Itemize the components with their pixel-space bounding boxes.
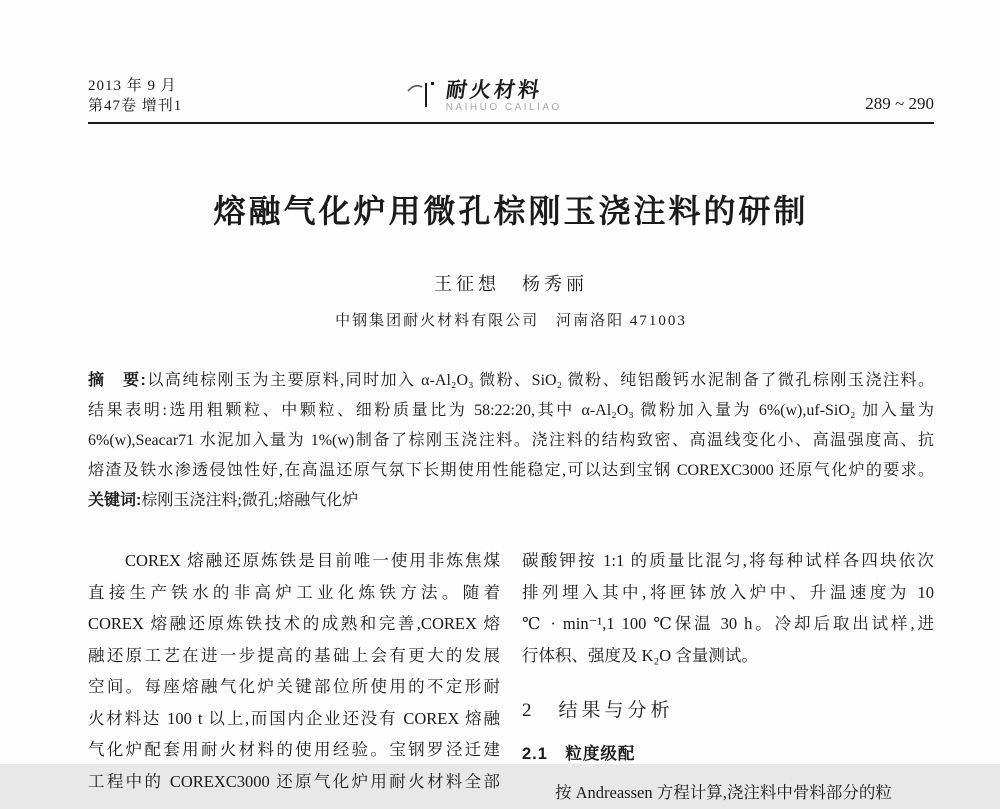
affiliation: 中钢集团耐火材料有限公司 河南洛阳 471003 — [335, 313, 687, 329]
body-line: 融还原工艺在进一步提高的基础上会有更大的发展 — [88, 645, 500, 665]
abstract-block — [88, 366, 934, 516]
abstract-line — [88, 366, 934, 396]
body-left-column — [88, 545, 500, 809]
body-line: 排列埋入其中,将匣钵放入炉中、升温速度为 10 — [522, 582, 934, 602]
journal-issue-info — [88, 76, 182, 116]
journal-header — [88, 0, 934, 116]
body-columns — [88, 545, 934, 809]
abstract-line: 6%(w),Seacar71 水泥加入量为 1%(w)制备了棕刚玉浇注料。浇注料的结构致密、高温线变化小、高温强度高、抗 — [88, 432, 934, 449]
abstract-line: 结果表明:选用粗颗粒、中颗粒、细粉质量比为 58:22:20,其中 α-Al₂O₃ 微粉加入量为 6%(w),uf-SiO₂ 加入量为 — [88, 402, 934, 419]
body-line: 空间。每座熔融气化炉关键部位所使用的不定形耐 — [88, 677, 500, 696]
keywords-text: 棕刚玉浇注料;微孔;熔融气化炉 — [141, 492, 359, 509]
keywords-label: 关键词: — [88, 492, 142, 509]
body-line: 碳酸钾按 1:1 的质量比混匀,将每种试样各四块依次 — [522, 551, 934, 570]
body-line: 火材料达 100 t 以上,而国内企业还没有 COREX 熔融 — [88, 708, 500, 728]
journal-name-pinyin: NAIHUO CAILIAO — [445, 101, 562, 113]
article-title: 熔融气化炉用微孔棕刚玉浇注料的研制 — [213, 193, 809, 229]
body-line: COREX 熔融还原炼铁是目前唯一使用非炼焦煤 — [88, 551, 500, 570]
subsection-heading: 2.1 粒度级配 — [522, 744, 636, 763]
page-range: 289 ~ 290 — [865, 94, 934, 113]
journal-logo-mark-icon — [406, 77, 440, 116]
journal-name-cn: 耐火材料 — [444, 78, 544, 102]
body-line: 气化炉配套用耐火材料的使用经验。宝钢罗泾迁建 — [88, 740, 500, 759]
abstract-line: 熔渣及铁水渗透侵蚀性好,在高温还原气氛下长期使用性能稳定,可以达到宝钢 COREXC3000 还原气化炉的要求。 — [88, 462, 934, 479]
keywords-line — [88, 486, 934, 516]
body-right-column — [522, 545, 934, 809]
body-line: 行体积、强度及 K₂O 含量测试。 — [522, 645, 758, 665]
section-heading: 2 结果与分析 — [522, 700, 674, 721]
journal-date: 2013 年 9 月 — [88, 78, 177, 94]
body-line-cutoff: 按 Andreassen 方程计算,浇注料中骨料部分的粒 — [522, 783, 892, 802]
body-line: 直接生产铁水的非高炉工业化炼铁方法。随着 — [88, 582, 500, 602]
journal-volume-issue: 第47卷 增刊1 — [88, 98, 183, 114]
journal-logo-text — [446, 80, 562, 114]
body-line: 工程中的 COREXC3000 还原气化炉用耐火材料全部 — [88, 771, 500, 791]
body-line: ℃ · min⁻¹,1 100 ℃保温 30 h。冷却后取出试样,进 — [522, 614, 934, 633]
abstract-text: 以高纯棕刚玉为主要原料,同时加入 α-Al₂O₃ 微粉、SiO₂ 微粉、纯铝酸钙水泥制备了微孔棕刚玉浇注料。 — [145, 372, 934, 389]
authors: 王征想 杨秀丽 — [434, 274, 588, 294]
journal-logo — [406, 77, 562, 116]
body-line: COREX 熔融还原炼铁技术的成熟和完善,COREX 熔 — [88, 614, 500, 633]
header-rule — [88, 122, 934, 124]
abstract-label: 摘 要: — [88, 372, 146, 389]
